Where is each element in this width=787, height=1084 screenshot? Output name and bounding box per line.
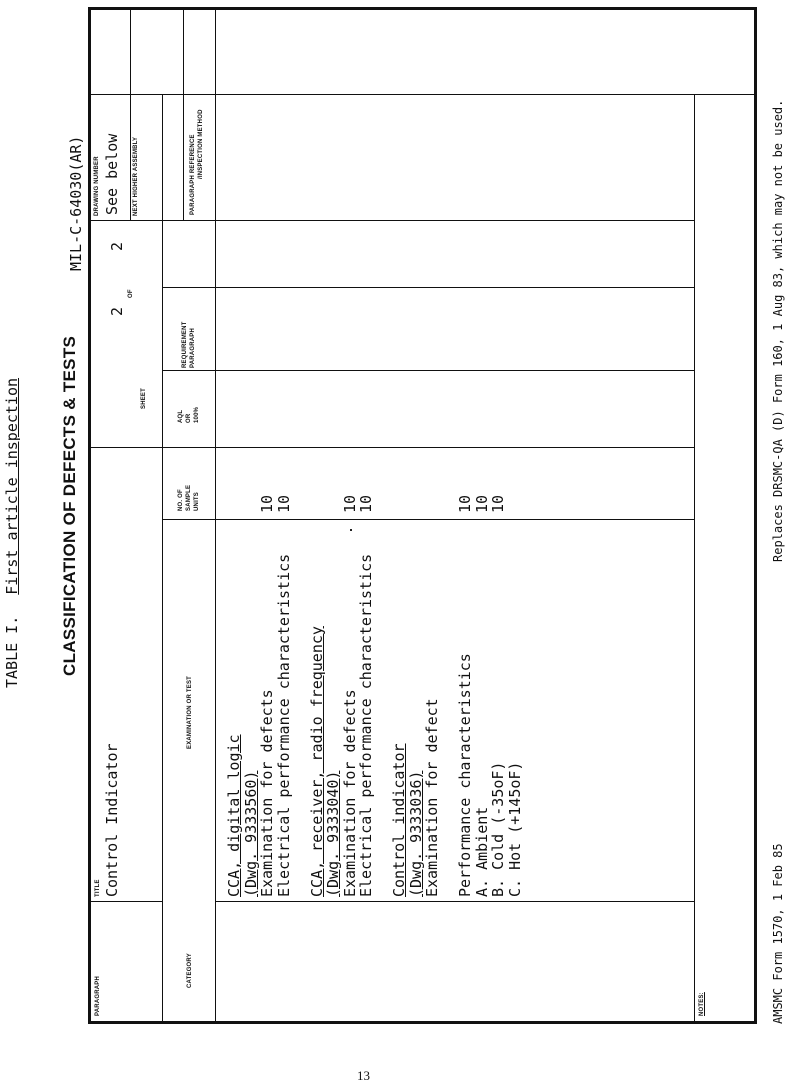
sample-units-cell: 10 (456, 494, 474, 513)
sample-units-cell: 10 (340, 494, 359, 513)
sample-units-cell: 10 (258, 494, 276, 513)
aql-divider (162, 370, 694, 371)
sample-units-header: NO. OF SAMPLE UNITS (178, 484, 200, 511)
examination-row: Examination for defects (340, 689, 359, 897)
column-header-top-rule (162, 95, 163, 1021)
sample-units-cell (309, 495, 326, 513)
sample-units-cell: 10 (357, 494, 375, 513)
sample-units-cell (441, 495, 458, 513)
requirement-header: REQUIREMENT PARAGRAPH (182, 321, 196, 368)
examination-row (375, 554, 392, 897)
sample-units-list (226, 495, 523, 513)
table-caption-prefix: TABLE I. (3, 615, 21, 688)
table-caption-title: First article inspection (3, 377, 21, 595)
drawing-number-divider (130, 10, 131, 221)
examination-row: Control indicator (390, 743, 408, 897)
category-divider (215, 901, 694, 902)
samples-divider (91, 447, 694, 448)
paragraph-divider (91, 901, 162, 902)
drawing-number-label: DRAWING NUMBER (94, 156, 100, 216)
sample-units-cell (292, 495, 309, 513)
examination-row (292, 554, 309, 897)
sample-units-cell (408, 495, 425, 513)
reference-divider (91, 94, 757, 95)
footer-replaces: Replaces DRSMC-QA (D) Form 160, 1 Aug 83, which may not be used. (771, 99, 785, 562)
paragraph-label: PARAGRAPH (95, 975, 101, 1016)
footer-form: AMSMC Form 1570, 1 Feb 85 (771, 843, 785, 1024)
notes-label: NOTES: (699, 992, 705, 1016)
next-higher-assembly-label: NEXT HIGHER ASSEMBLY (133, 136, 139, 216)
examination-row: CCA, digital logic (225, 734, 243, 897)
title-value: Control Indicator (103, 743, 121, 897)
title-label: TITLE (95, 879, 101, 897)
reference-header: PARAGRAPH REFERENCE /INSPECTION METHOD (190, 109, 204, 215)
examination-row: B. Cold (-35oF) (489, 761, 507, 897)
sample-units-cell: 10 (489, 494, 507, 513)
sample-units-cell (325, 495, 342, 513)
sheet-total: 2 (108, 241, 126, 251)
sheet-number: 2 (108, 306, 126, 316)
examination-row: Electrical performance characteristics (274, 553, 293, 897)
examination-row: (Dwg. 9333560) (241, 770, 260, 897)
sheet-label: SHEET (141, 387, 147, 409)
examination-header: EXAMINATION OR TEST (187, 675, 193, 749)
sample-units-cell (391, 495, 408, 513)
sample-units-cell (243, 495, 260, 513)
sample-units-cell: 10 (472, 494, 491, 513)
table-caption (3, 378, 21, 688)
examination-divider (162, 519, 694, 520)
examination-row: C. Hot (+145oF) (505, 761, 524, 897)
examination-row: (Dwg. 9333036) (406, 770, 425, 897)
form-title: CLASSIFICATION OF DEFECTS & TESTS (60, 335, 79, 676)
sample-units-cell (424, 495, 441, 513)
examination-list (226, 554, 523, 897)
category-header: CATEGORY (187, 953, 193, 988)
notes-rule (694, 95, 695, 1021)
aql-header: AQL OR 100% (178, 406, 200, 423)
sample-units-cell (507, 495, 524, 513)
examination-row (441, 554, 458, 897)
drawing-number-value: See below (103, 133, 121, 215)
reference-header-rule (215, 10, 216, 221)
sample-units-cell: 10 (274, 494, 293, 513)
examination-row: Examination for defects (258, 689, 276, 897)
spec-number: MIL-C-64030(AR) (67, 135, 85, 271)
next-assembly-divider (183, 10, 184, 221)
examination-row: Performance characteristics (456, 653, 474, 897)
page-number: 13 (357, 1068, 370, 1083)
sample-units-cell (375, 495, 392, 513)
sheet-divider (91, 220, 694, 221)
examination-row: CCA, receiver, radio frequency (307, 626, 326, 897)
classification-form (88, 7, 757, 1024)
examination-row: Electrical performance characteristics (357, 553, 375, 897)
stray-dot (350, 529, 352, 531)
requirement-divider (162, 287, 694, 288)
examination-row: A. Ambient (472, 806, 491, 897)
examination-row: (Dwg. 9333040) (324, 770, 342, 897)
examination-row: Examination for defect (423, 698, 441, 897)
sample-units-cell (226, 495, 243, 513)
of-label: OF (128, 289, 134, 298)
column-header-bottom-rule (215, 95, 216, 1021)
